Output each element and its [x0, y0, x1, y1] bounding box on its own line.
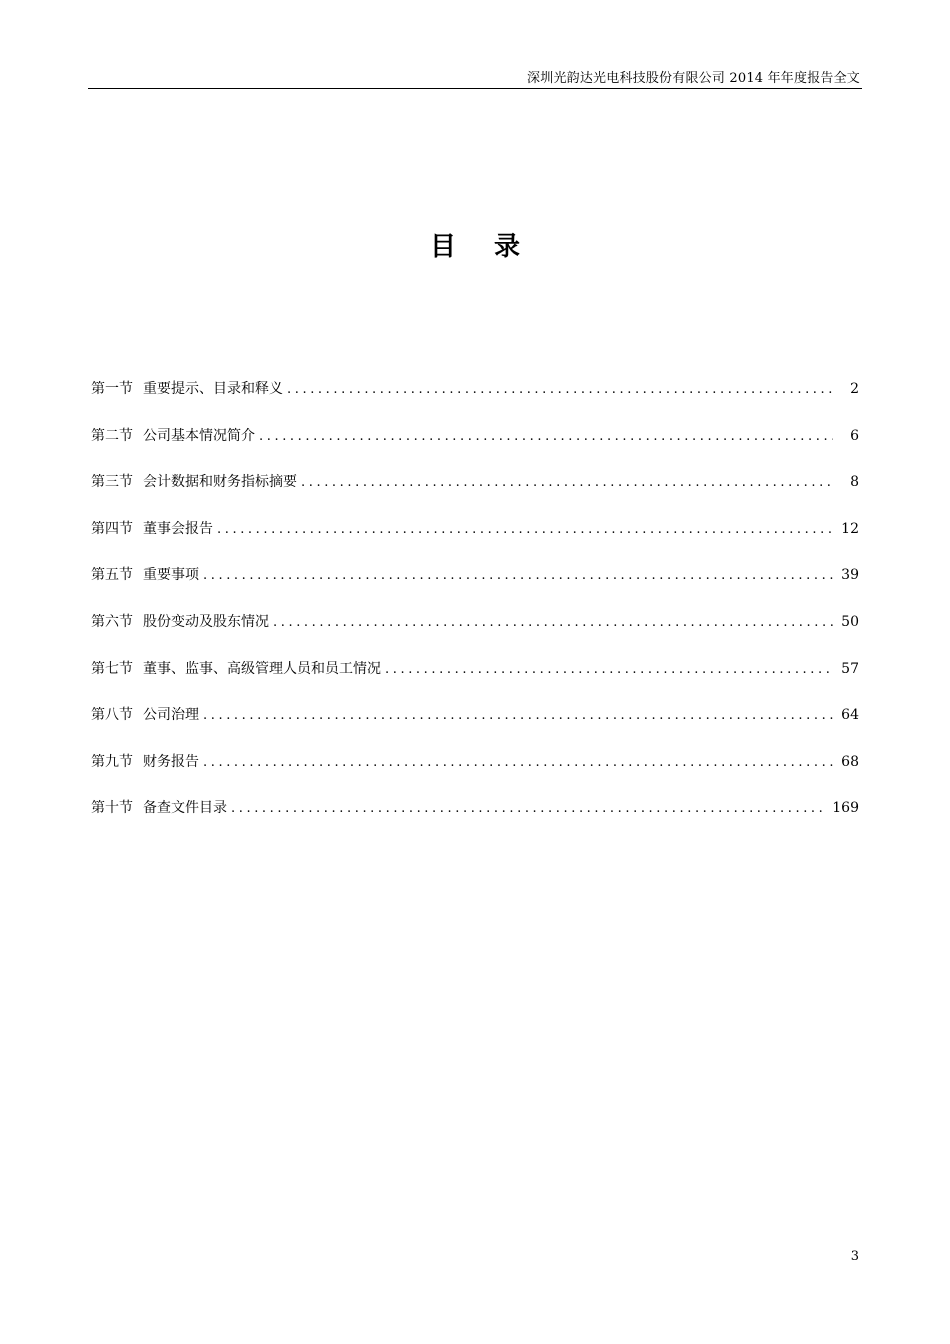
toc-section-title: 重要提示、目录和释义: [143, 381, 283, 397]
toc-page-number: 39: [841, 567, 859, 584]
toc-page-number: 169: [832, 800, 859, 817]
page-header: [88, 64, 862, 89]
toc-section-title: 董事会报告: [143, 520, 213, 537]
toc-entry-4[interactable]: [91, 518, 859, 565]
toc-leader-dots: [231, 801, 826, 816]
toc-entry-1[interactable]: [91, 378, 859, 425]
page-number: 3: [850, 1249, 859, 1264]
toc-entry-8[interactable]: [91, 704, 859, 751]
toc-page-number: 64: [841, 707, 859, 724]
toc-leader-dots: [203, 755, 833, 770]
toc-leader-dots: [203, 708, 833, 723]
toc-entry-10[interactable]: [91, 797, 859, 844]
toc-page-number: 57: [841, 660, 859, 677]
toc-leader-dots: [385, 662, 833, 677]
toc-section-title: 备查文件目录: [143, 800, 227, 817]
toc-section-number: 第二节: [91, 427, 133, 444]
toc-section-number: 第七节: [91, 660, 133, 677]
toc-page-number: 2: [850, 381, 859, 397]
toc-entry-5[interactable]: [91, 564, 859, 611]
toc-section-title: 财务报告: [143, 753, 199, 770]
toc-page-number: 50: [841, 613, 859, 630]
toc-section-title: 公司基本情况简介: [143, 427, 255, 444]
toc-section-title: 公司治理: [143, 707, 199, 724]
toc-entry-6[interactable]: [91, 611, 859, 658]
toc-page-number: 6: [850, 427, 859, 444]
toc-section-number: 第八节: [91, 707, 133, 724]
toc-entry-3[interactable]: [91, 471, 859, 518]
header-title: 深圳光韵达光电科技股份有限公司 2014 年年度报告全文: [527, 71, 860, 86]
toc-title: 目录: [429, 232, 558, 262]
toc-page-number: 12: [841, 520, 859, 537]
table-of-contents: [91, 378, 859, 844]
toc-section-title: 董事、监事、高级管理人员和员工情况: [143, 660, 381, 677]
toc-section-number: 第四节: [91, 520, 133, 537]
toc-section-number: 第六节: [91, 613, 133, 630]
toc-section-number: 第五节: [91, 567, 133, 584]
toc-section-title: 会计数据和财务指标摘要: [143, 474, 297, 491]
toc-section-title: 股份变动及股东情况: [143, 613, 269, 630]
toc-leader-dots: [301, 475, 833, 490]
toc-entry-7[interactable]: [91, 658, 859, 705]
toc-page-number: 68: [841, 753, 859, 770]
toc-section-title: 重要事项: [143, 567, 199, 584]
toc-leader-dots: [217, 522, 833, 537]
toc-entry-2[interactable]: [91, 425, 859, 472]
toc-section-number: 第一节: [91, 381, 133, 397]
toc-leader-dots: [259, 429, 833, 444]
toc-section-number: 第九节: [91, 753, 133, 770]
toc-section-number: 第十节: [91, 800, 133, 817]
toc-leader-dots: [203, 568, 833, 583]
toc-entry-9[interactable]: [91, 751, 859, 798]
toc-leader-dots: [273, 615, 833, 630]
toc-section-number: 第三节: [91, 474, 133, 491]
toc-page-number: 8: [850, 474, 859, 491]
toc-leader-dots: [287, 382, 833, 397]
